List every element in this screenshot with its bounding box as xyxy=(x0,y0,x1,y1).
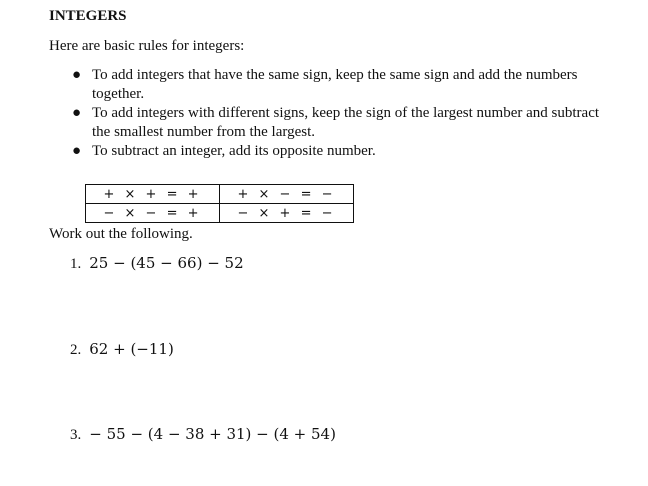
rule-item xyxy=(70,142,610,161)
question-number: 2. xyxy=(70,342,82,358)
question-expression: 25 − (45 − 66) − 52 xyxy=(89,254,244,272)
table-cell: − × − = + xyxy=(86,204,220,223)
question-3 xyxy=(70,425,336,444)
rule-text: To add integers that have the same sign, keep the same sign and add the numbers together. xyxy=(92,67,578,102)
table-row xyxy=(86,204,354,223)
question-2 xyxy=(70,340,174,359)
bullet-icon: ● xyxy=(72,105,82,121)
table-cell: + × + = + xyxy=(86,185,220,204)
table-cell: + × − = − xyxy=(220,185,354,204)
rules-list xyxy=(70,66,610,161)
intro-text: Here are basic rules for integers: xyxy=(49,38,245,54)
table-cell: − × + = − xyxy=(220,204,354,223)
question-expression: − 55 − (4 − 38 + 31) − (4 + 54) xyxy=(89,425,336,443)
sign-rules-table xyxy=(85,184,354,223)
question-number: 3. xyxy=(70,427,82,443)
rule-text: To subtract an integer, add its opposite number. xyxy=(92,143,376,159)
bullet-icon: ● xyxy=(72,67,82,83)
question-1 xyxy=(70,254,244,273)
bullet-icon: ● xyxy=(72,143,82,159)
table-row xyxy=(86,185,354,204)
instruction-text: Work out the following. xyxy=(49,226,193,242)
rule-text: To add integers with different signs, keep the sign of the largest number and subtract the smallest number from the largest. xyxy=(92,105,600,140)
question-expression: 62 + (−11) xyxy=(89,340,174,358)
rule-item xyxy=(70,104,610,142)
rule-item xyxy=(70,66,610,104)
page-title: INTEGERS xyxy=(49,8,127,24)
question-number: 1. xyxy=(70,256,82,272)
